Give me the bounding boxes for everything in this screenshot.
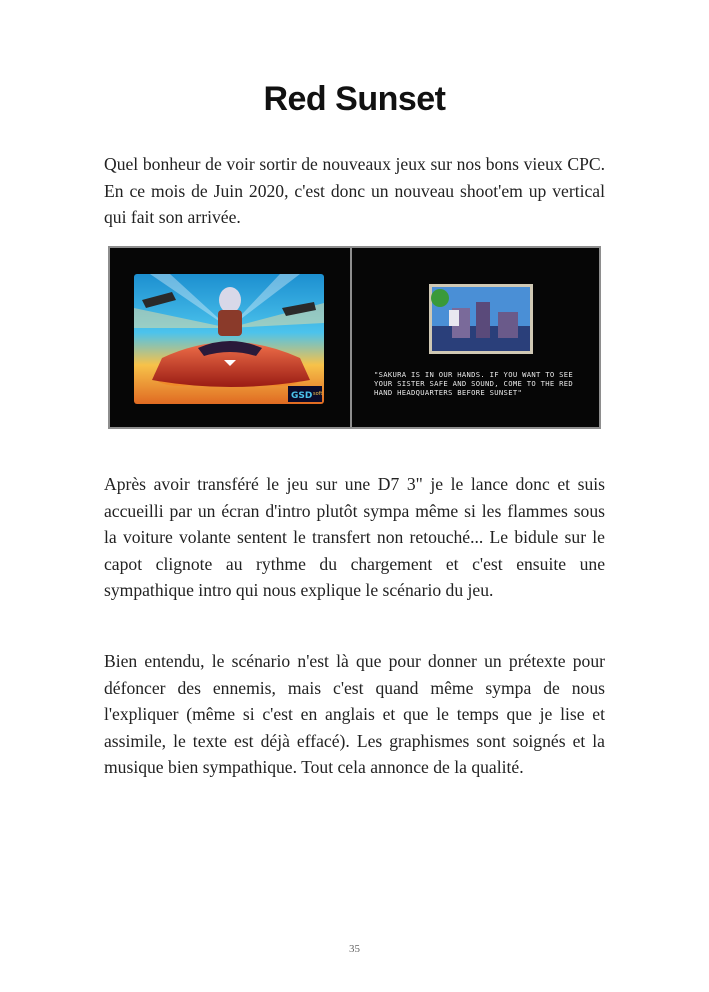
title-screen-image (110, 248, 350, 427)
intro-screen-image (352, 248, 599, 427)
screenshots-figure (108, 246, 601, 429)
paragraph-loading: Après avoir transféré le jeu sur une D7 3" je le lance donc et suis accueilli par un écran d'intro plutôt sympa même si les flammes sous la voiture volante sentent le transfert non retouché... Le bidule sur le capot clignote au rythme du chargement et c'est ensuite une sympathique intro qui nous explique le scénario du jeu. (104, 474, 605, 601)
svg-text:soft: soft (313, 391, 323, 397)
paragraph-scenario: Bien entendu, le scénario n'est là que pour donner un prétexte pour défoncer des ennemis, mais c'est quand même sympa de nous l'expliquer (même si c'est en anglais et que le temps que je lise et assimile, le texte est déjà effacé). Les graphismes sont soignés et la musique bien sympathique. Tout cela annonce de la qualité. (104, 651, 605, 778)
intro-scene-artwork (352, 248, 599, 427)
paragraph-intro: Quel bonheur de voir sortir de nouveaux jeux sur nos bons vieux CPC. En ce mois de Juin 2020, c'est donc un nouveau shoot'em up vertical qui fait son arrivée. (104, 154, 605, 228)
page-title: Red Sunset (263, 80, 446, 118)
intro-caption: "SAKURA IS IN OUR HANDS. IF YOU WANT TO SEE YOUR SISTER SAFE AND SOUND, COME TO THE RED HAND HEADQUARTERS BEFORE SUNSET" (374, 370, 573, 397)
svg-text:GSD: GSD (291, 391, 313, 401)
title-screen-artwork (110, 248, 350, 427)
page-number: 35 (349, 943, 360, 955)
